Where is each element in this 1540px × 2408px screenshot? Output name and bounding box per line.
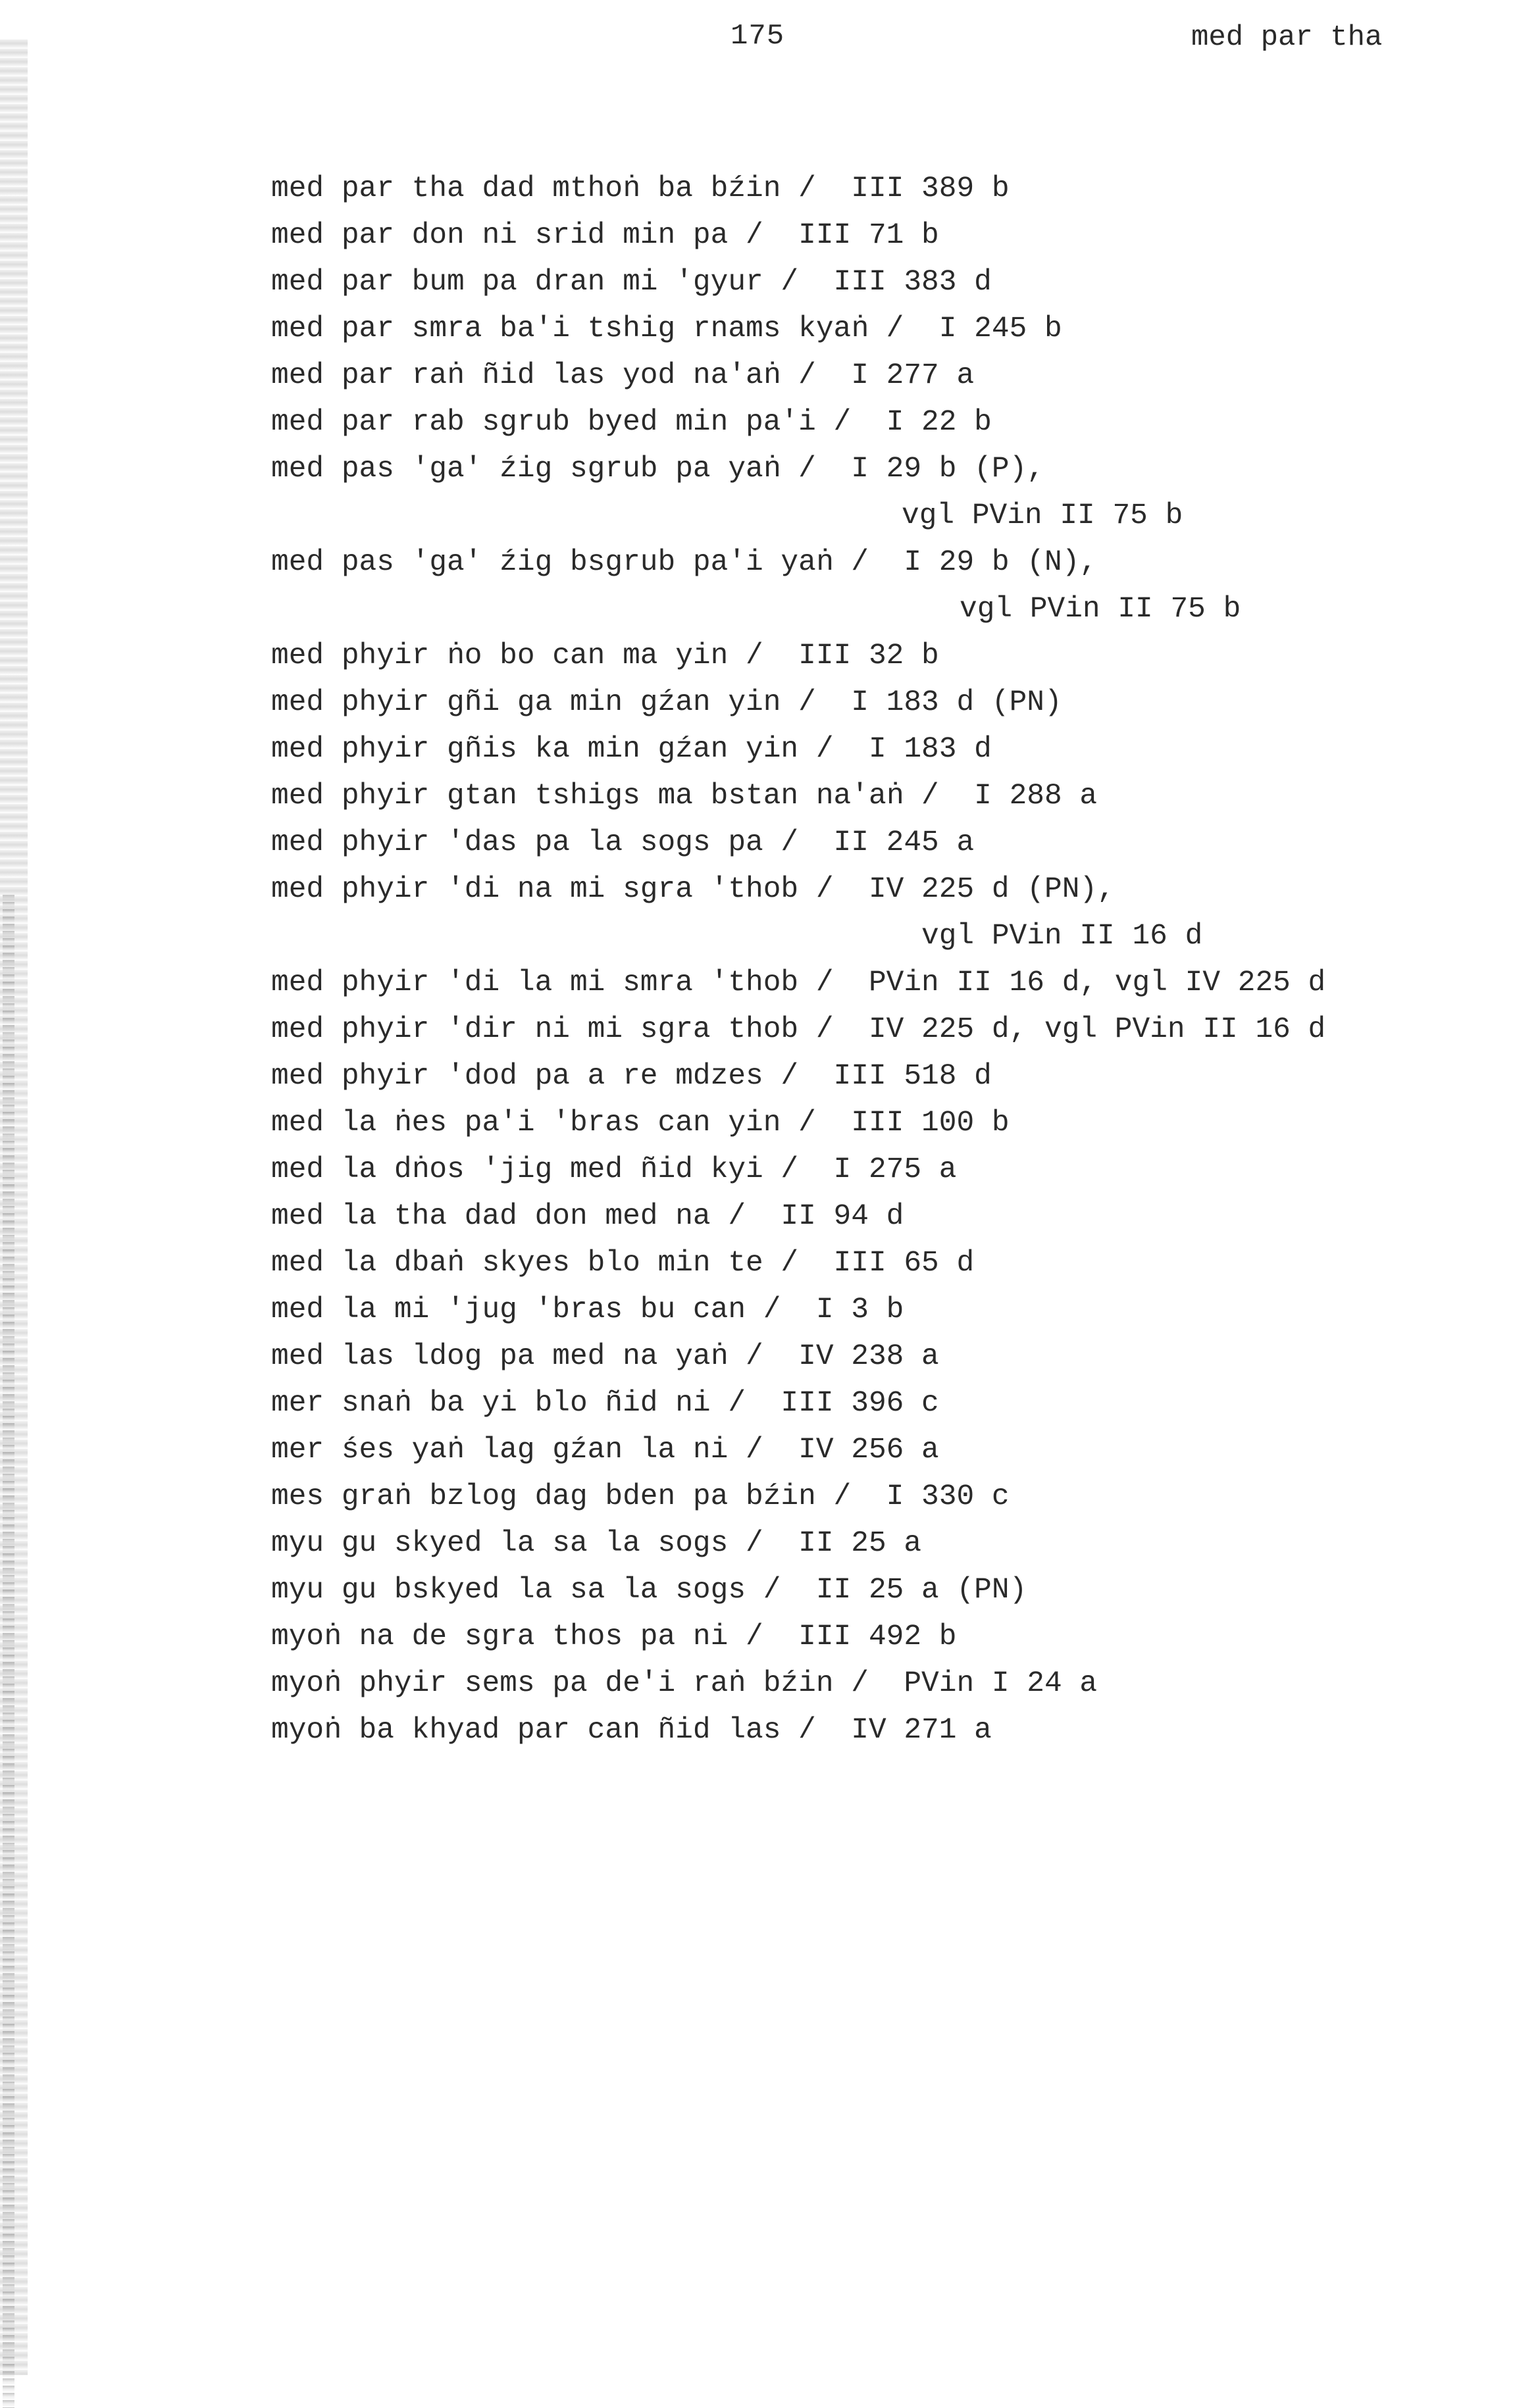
index-entry: med la dṅos 'jig med ñid kyi / I 275 a <box>271 1153 957 1186</box>
index-entry: myoṅ ba khyad par can ñid las / IV 271 a <box>271 1714 992 1747</box>
scan-binding-edge <box>0 39 28 2375</box>
index-entry: med par tha dad mthoṅ ba bźin / III 389 b <box>271 172 1010 205</box>
index-entry: med phyir gñi ga min gźan yin / I 183 d (PN) <box>271 686 1062 719</box>
index-entry: med las ldog pa med na yaṅ / IV 238 a <box>271 1340 939 1373</box>
index-entry-continuation: vgl PVin II 75 b <box>902 499 1183 532</box>
index-entry: myu gu bskyed la sa la sogs / II 25 a (PN) <box>271 1574 1027 1607</box>
index-entry-continuation: vgl PVin II 75 b <box>960 593 1241 626</box>
index-entry: med par raṅ ñid las yod na'aṅ / I 277 a <box>271 359 975 392</box>
index-entry: myoṅ phyir sems pa de'i raṅ bźin / PVin I 24 a <box>271 1667 1098 1700</box>
index-entry-continuation: vgl PVin II 16 d <box>921 920 1203 953</box>
running-head: med par tha <box>1191 21 1383 54</box>
index-entry: med par bum pa dran mi 'gyur / III 383 d <box>271 266 992 299</box>
index-entry: med phyir 'dir ni mi sgra thob / IV 225 d, vgl PVin II 16 d <box>271 1013 1326 1046</box>
index-entry: med phyir 'di la mi smra 'thob / PVin II 16 d, vgl IV 225 d <box>271 966 1326 999</box>
index-entry: med la tha dad don med na / II 94 d <box>271 1200 904 1233</box>
scan-binding-shadow <box>3 895 14 2408</box>
index-entry: myu gu skyed la sa la sogs / II 25 a <box>271 1527 922 1560</box>
index-entry: med pas 'ga' źig sgrub pa yaṅ / I 29 b (P), <box>271 453 1044 486</box>
index-entry: med la ṅes pa'i 'bras can yin / III 100 b <box>271 1107 1010 1140</box>
page-number: 175 <box>731 20 785 53</box>
index-entry: med phyir gtan tshigs ma bstan na'aṅ / I 288 a <box>271 780 1098 813</box>
index-entry: med phyir 'das pa la sogs pa / II 245 a <box>271 826 975 859</box>
verse-index-list <box>271 166 1325 1754</box>
index-entry: med par don ni srid min pa / III 71 b <box>271 219 939 252</box>
index-entry: mer śes yaṅ lag gźan la ni / IV 256 a <box>271 1434 939 1467</box>
index-entry: med phyir 'di na mi sgra 'thob / IV 225 d (PN), <box>271 873 1115 906</box>
index-entry: med la dbaṅ skyes blo min te / III 65 d <box>271 1247 975 1280</box>
index-entry: mer snaṅ ba yi blo ñid ni / III 396 c <box>271 1387 939 1420</box>
index-entry: med la mi 'jug 'bras bu can / I 3 b <box>271 1293 904 1326</box>
index-entry: med par rab sgrub byed min pa'i / I 22 b <box>271 406 992 439</box>
index-entry: med phyir 'dod pa a re mdzes / III 518 d <box>271 1060 992 1093</box>
index-entry: med phyir ṅo bo can ma yin / III 32 b <box>271 640 939 672</box>
index-entry: mes graṅ bzlog dag bden pa bźin / I 330 c <box>271 1480 1010 1513</box>
index-entry: med phyir gñis ka min gźan yin / I 183 d <box>271 733 992 766</box>
index-entry: med pas 'ga' źig bsgrub pa'i yaṅ / I 29 b (N), <box>271 546 1098 579</box>
index-entry: myoṅ na de sgra thos pa ni / III 492 b <box>271 1620 957 1653</box>
index-entry: med par smra ba'i tshig rnams kyaṅ / I 245 b <box>271 313 1062 345</box>
